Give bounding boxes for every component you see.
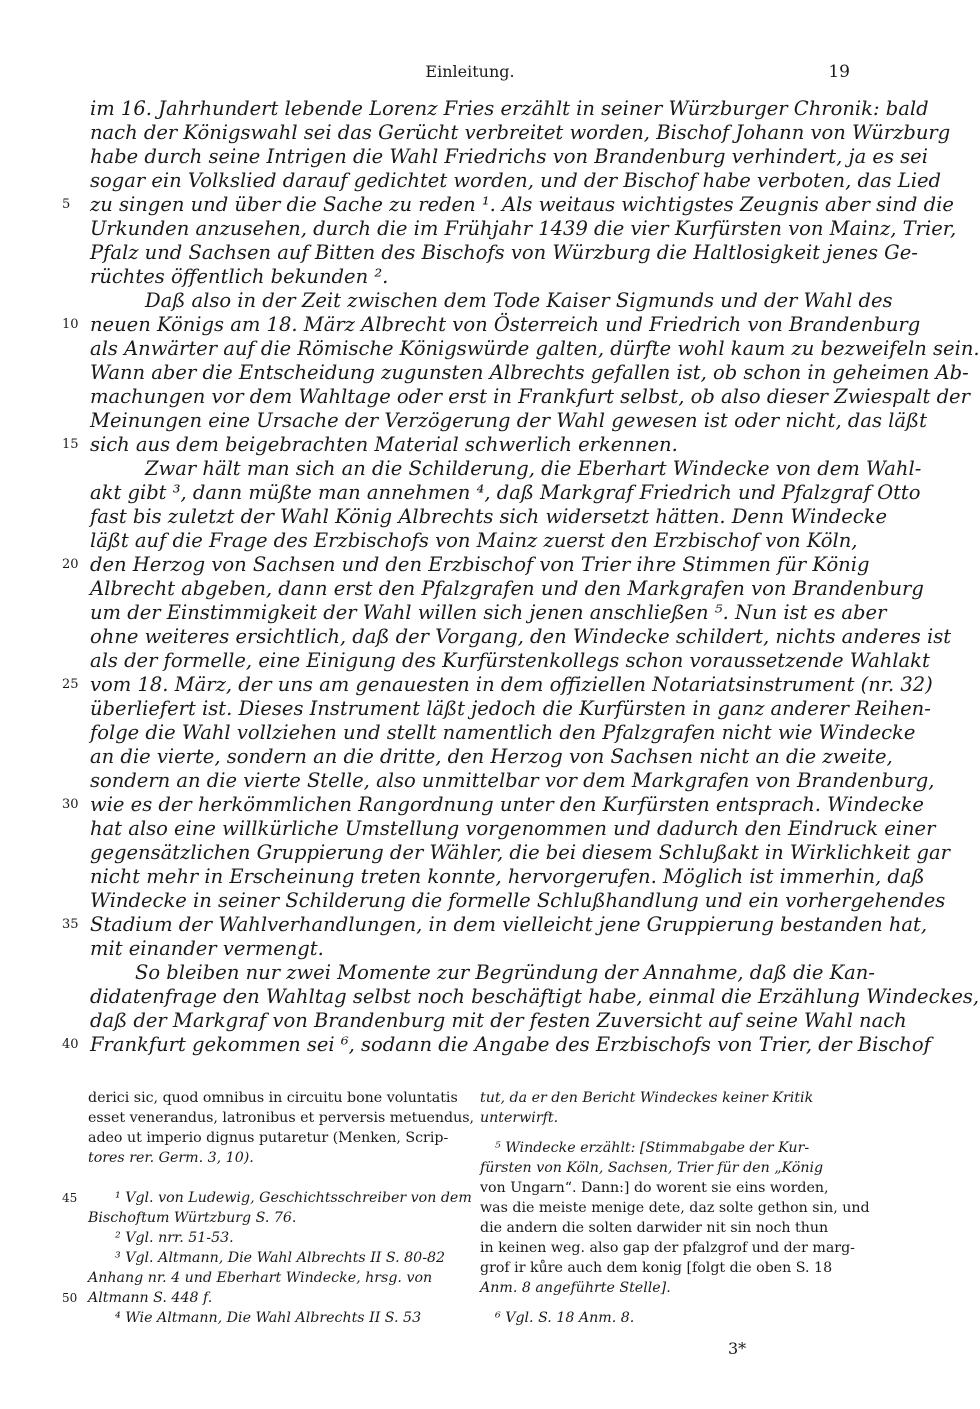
body-line: läßt auf die Frage des Erzbischofs von Mainz zuerst den Erzbischof von Köln, — [90, 529, 858, 552]
body-line: hat also eine willkürliche Umstellung vorgenommen und dadurch den Eindruck einer — [90, 817, 936, 840]
footnote-line: ⁶ Vgl. S. 18 Anm. 8. — [495, 1310, 635, 1326]
body-line: machungen vor dem Wahltage oder erst in Frankfurt selbst, ob also dieser Zwiespalt der — [90, 385, 970, 408]
footnote-line: von Ungarn“. Dann:] do worent sie eins worden, — [480, 1180, 829, 1196]
body-line: neuen Königs am 18. März Albrecht von Österreich und Friedrich von Brandenburg — [90, 313, 921, 336]
body-line: an die vierte, sondern an die dritte, den Herzog von Sachsen nicht an die zweite, — [90, 745, 893, 768]
footnote-line: in keinen weg. also gap der pfalzgrof und der marg- — [480, 1240, 855, 1256]
body-line: überliefert ist. Dieses Instrument läßt jedoch die Kurfürsten in ganz anderer Reihen- — [90, 697, 931, 720]
footnote-line: derici sic, quod omnibus in circuitu bone voluntatis — [88, 1090, 458, 1106]
body-line: als der formelle, eine Einigung des Kurfürstenkollegs schon voraussetzende Wahlakt — [90, 649, 930, 672]
body-line: nach der Königswahl sei das Gerücht verbreitet worden, Bischof Johann von Würzburg — [90, 121, 951, 144]
line-number: 20 — [62, 557, 79, 572]
footnote-line: die andern die solten darwider nit sin noch thun — [480, 1220, 829, 1236]
footnote-line: ⁴ Wie Altmann, Die Wahl Albrechts II S. 53 — [115, 1310, 422, 1326]
footnote-line: unterwirft. — [480, 1110, 559, 1126]
body-line: daß der Markgraf von Brandenburg mit der festen Zuversicht auf seine Wahl nach — [90, 1009, 907, 1032]
body-line: Wann aber die Entscheidung zugunsten Albrechts gefallen ist, ob schon in geheimen Ab- — [90, 361, 969, 384]
body-line: So bleiben nur zwei Momente zur Begründung der Annahme, daß die Kan- — [135, 961, 875, 984]
body-line: Daß also in der Zeit zwischen dem Tode Kaiser Sigmunds und der Wahl des — [145, 289, 893, 312]
body-line: Meinungen eine Ursache der Verzögerung der Wahl gewesen ist oder nicht, das läßt — [90, 409, 927, 432]
body-line: sondern an die vierte Stelle, also unmittelbar vor dem Markgrafen von Brandenburg, — [90, 769, 935, 792]
signature-mark: 3* — [728, 1339, 747, 1358]
footnote-line: Anhang nr. 4 und Eberhart Windecke, hrsg. von — [88, 1270, 433, 1286]
body-line: mit einander vermengt. — [90, 937, 324, 960]
body-line: folge die Wahl vollziehen und stellt namentlich den Pfalzgrafen nicht wie Windecke — [90, 721, 916, 744]
line-number: 45 — [62, 1191, 78, 1205]
body-line: Stadium der Wahlverhandlungen, in dem vielleicht jene Gruppierung bestanden hat, — [90, 913, 928, 936]
body-line: Albrecht abgeben, dann erst den Pfalzgrafen und den Markgrafen von Brandenburg — [90, 577, 924, 600]
footnote-line: ⁵ Windecke erzählt: [Stimmabgabe der Kur- — [495, 1140, 810, 1156]
footnote-line: tut, da er den Bericht Windeckes keiner Kritik — [480, 1090, 814, 1106]
body-line: zu singen und über die Sache zu reden ¹. Als weitaus wichtigstes Zeugnis aber sind die — [90, 193, 954, 216]
body-line: gegensätzlichen Gruppierung der Wähler, die bei diesem Schlußakt in Wirklichkeit gar — [90, 841, 950, 864]
body-line: nicht mehr in Erscheinung treten konnte, hervorgerufen. Möglich ist immerhin, daß — [90, 865, 925, 888]
body-line: Pfalz und Sachsen auf Bitten des Bischofs von Würzburg die Haltlosigkeit jenes Ge- — [90, 241, 918, 264]
body-line: Frankfurt gekommen sei ⁶, sodann die Angabe des Erzbischofs von Trier, der Bischof — [90, 1033, 931, 1056]
running-header — [90, 62, 850, 86]
footnote-line: ³ Vgl. Altmann, Die Wahl Albrechts II S. 80-82 — [115, 1250, 446, 1266]
body-line: als Anwärter auf die Römische Königswürde galten, dürfte wohl kaum zu bezweifeln sein. — [90, 337, 980, 360]
footnote-line: ¹ Vgl. von Ludewig, Geschichtsschreiber von dem — [115, 1190, 472, 1206]
body-line: vom 18. März, der uns am genauesten in dem offiziellen Notariatsinstrument (nr. 32) — [90, 673, 933, 696]
body-line: akt gibt ³, dann müßte man annehmen ⁴, daß Markgraf Friedrich und Pfalzgraf Otto — [90, 481, 921, 504]
body-line: sich aus dem beigebrachten Material schwerlich erkennen. — [90, 433, 678, 456]
footnote-line: Bischoftum Würtzburg S. 76. — [88, 1210, 297, 1226]
running-title: Einleitung. — [425, 62, 515, 81]
line-number: 30 — [62, 797, 79, 812]
body-line: rüchtes öffentlich bekunden ². — [90, 265, 389, 288]
footnote-line: esset venerandus, latronibus et perversis metuendus, — [88, 1110, 475, 1126]
line-number: 40 — [62, 1037, 79, 1052]
page-number: 19 — [828, 62, 850, 82]
footnote-line: tores rer. Germ. 3, 10). — [88, 1150, 254, 1166]
line-number: 35 — [62, 917, 79, 932]
body-line: didatenfrage den Wahltag selbst noch beschäftigt habe, einmal die Erzählung Windeckes, — [90, 985, 980, 1008]
body-line: sogar ein Volkslied darauf gedichtet worden, und der Bischof habe verboten, das Lied — [90, 169, 942, 192]
footnote-line: was die meiste menige dete, daz solte gethon sin, und — [480, 1200, 870, 1216]
body-line: Zwar hält man sich an die Schilderung, die Eberhart Windecke von dem Wahl- — [145, 457, 922, 480]
line-number: 10 — [62, 317, 79, 332]
body-line: ohne weiteres ersichtlich, daß der Vorgang, den Windecke schildert, nichts anderes ist — [90, 625, 952, 648]
body-line: um der Einstimmigkeit der Wahl willen sich jenen anschließen ⁵. Nun ist es aber — [90, 601, 887, 624]
body-line: habe durch seine Intrigen die Wahl Friedrichs von Brandenburg verhindert, ja es sei — [90, 145, 928, 168]
body-line: Urkunden anzusehen, durch die im Frühjahr 1439 die vier Kurfürsten von Mainz, Trier, — [90, 217, 957, 240]
body-line: im 16. Jahrhundert lebende Lorenz Fries erzählt in seiner Würzburger Chronik: bald — [90, 97, 929, 120]
body-line: den Herzog von Sachsen und den Erzbischof von Trier ihre Stimmen für König — [90, 553, 870, 576]
footnote-line: adeo ut imperio dignus putaretur (Menken, Scrip- — [88, 1130, 449, 1146]
line-number: 50 — [62, 1291, 78, 1305]
footnote-line: fürsten von Köln, Sachsen, Trier für den „König — [480, 1160, 824, 1176]
body-line: fast bis zuletzt der Wahl König Albrechts sich widersetzt hätten. Denn Windecke — [90, 505, 888, 528]
body-line: wie es der herkömmlichen Rangordnung unter den Kurfürsten entsprach. Windecke — [90, 793, 924, 816]
line-number: 15 — [62, 437, 79, 452]
line-number: 25 — [62, 677, 79, 692]
footnote-line: Altmann S. 448 f. — [88, 1290, 213, 1306]
footnote-line: ² Vgl. nrr. 51-53. — [115, 1230, 234, 1246]
line-number: 5 — [62, 197, 71, 212]
footnote-line: Anm. 8 angeführte Stelle]. — [480, 1280, 671, 1296]
body-line: Windecke in seiner Schilderung die formelle Schlußhandlung und ein vorhergehendes — [90, 889, 946, 912]
footnote-line: grof ir kůre auch dem konig [folgt die oben S. 18 — [480, 1260, 833, 1276]
